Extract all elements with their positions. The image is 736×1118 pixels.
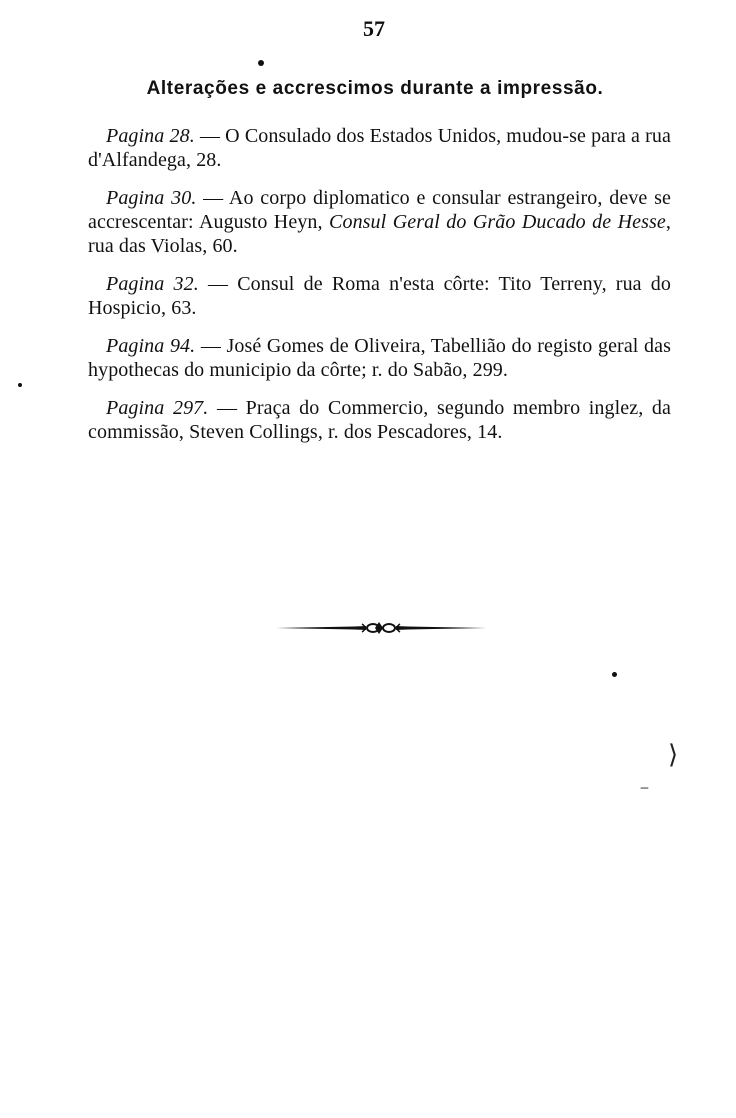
- page-reference: Pagina 94.: [106, 335, 196, 357]
- entry-text: — O Consulado dos Estados Unidos, mudou-se para a rua d'Alfandega, 28.: [88, 125, 671, 171]
- amendment-entry: [88, 186, 671, 258]
- entry-italic-text: Consul Geral do Grão Ducado de Hesse: [329, 211, 666, 233]
- section-heading: Alterações e accrescimos durante a impressão.: [146, 78, 604, 99]
- entry-text: — Consul de Roma n'esta côrte: Tito Terreny, rua do Hospicio, 63.: [88, 273, 671, 319]
- entry-text: — Praça do Commercio, segundo membro inglez, da commissão, Steven Collings, r. dos Pescadores, 14.: [88, 397, 671, 443]
- ink-speck: [18, 383, 22, 387]
- entry-text: — Ao corpo diplomatico e consular estrangeiro, deve se accrescentar: Augusto Heyn,: [88, 187, 671, 233]
- stray-mark: ⟩: [668, 740, 679, 770]
- page-number: 57: [363, 16, 385, 41]
- ornamental-divider: [274, 620, 488, 636]
- page-reference: Pagina 32.: [106, 273, 199, 295]
- ink-speck: [258, 60, 264, 66]
- entry-text: — José Gomes de Oliveira, Tabellião do registo geral das hypothecas do municipio da côrte; r. do Sabão, 299.: [88, 335, 671, 381]
- amendment-entry: [88, 124, 671, 172]
- amendment-entry: [88, 396, 671, 444]
- amendment-entry: [88, 272, 671, 320]
- amendments-list: [88, 124, 671, 458]
- entry-text-tail: , rua das Violas, 60.: [88, 211, 671, 257]
- page-reference: Pagina 28.: [106, 125, 195, 147]
- amendment-entry: [88, 334, 671, 382]
- stray-mark: ‒: [640, 780, 649, 796]
- ink-speck: [612, 672, 617, 677]
- page-reference: Pagina 297.: [106, 397, 209, 419]
- page-reference: Pagina 30.: [106, 187, 197, 209]
